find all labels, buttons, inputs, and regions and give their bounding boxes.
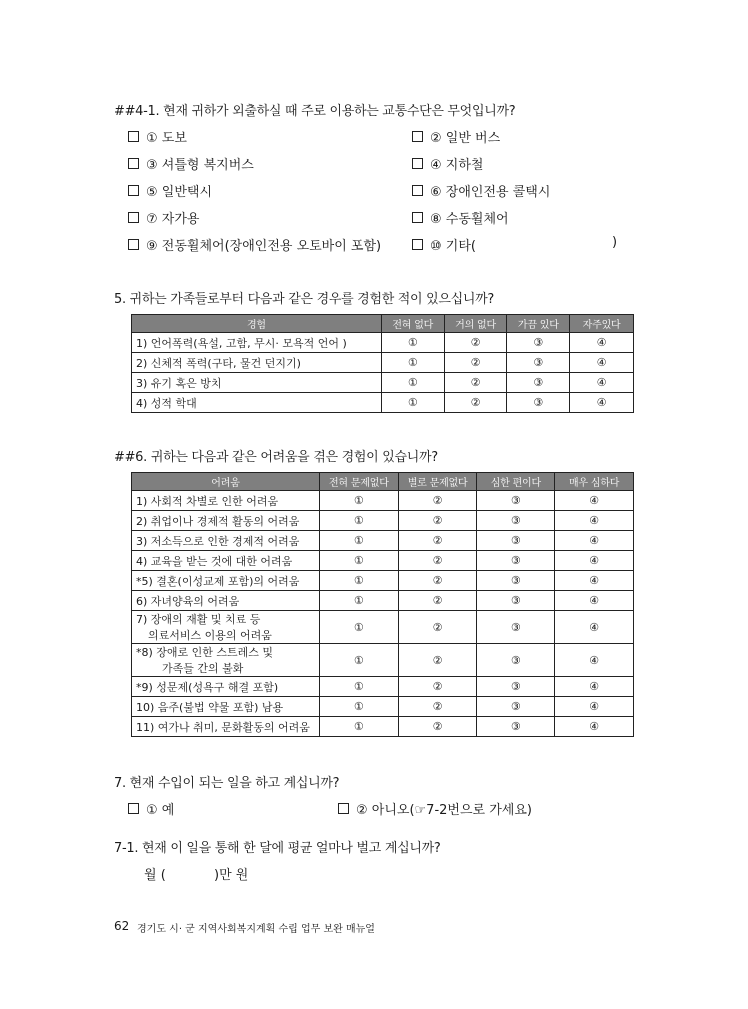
- scale-option[interactable]: ①: [319, 551, 398, 571]
- row-label: 4) 성적 학대: [132, 393, 382, 413]
- table-row: [132, 353, 634, 373]
- scale-option[interactable]: ③: [477, 611, 555, 644]
- option-yes[interactable]: ① 예: [128, 799, 174, 818]
- scale-option[interactable]: ③: [477, 717, 555, 737]
- checkbox[interactable]: [128, 239, 139, 250]
- scale-option[interactable]: ③: [477, 511, 555, 531]
- scale-option[interactable]: ②: [444, 333, 507, 353]
- option-walk[interactable]: ① 도보: [128, 127, 187, 146]
- table-row: [132, 571, 634, 591]
- option-bus[interactable]: ② 일반 버스: [412, 127, 500, 146]
- option-calltaxi[interactable]: ⑥ 장애인전용 콜택시: [412, 181, 550, 200]
- income-input[interactable]: [168, 864, 214, 880]
- row-label: *9) 성문제(성욕구 해결 포함): [132, 677, 320, 697]
- scale-option[interactable]: ②: [398, 591, 477, 611]
- question-5-title: 5. 귀하는 가족들로부터 다음과 같은 경우를 경험한 적이 있으십니까?: [114, 292, 495, 307]
- scale-option[interactable]: ③: [477, 531, 555, 551]
- scale-option[interactable]: ③: [507, 353, 570, 373]
- question-6-table: [131, 472, 634, 737]
- scale-option[interactable]: ②: [398, 717, 477, 737]
- checkbox[interactable]: [338, 803, 349, 814]
- table-row: [132, 531, 634, 551]
- scale-option[interactable]: ④: [570, 373, 634, 393]
- row-label: 3) 저소득으로 인한 경제적 어려움: [132, 531, 320, 551]
- scale-option[interactable]: ②: [398, 511, 477, 531]
- column-header: 전혀 없다: [381, 315, 444, 333]
- question-7-1-title: 7-1. 현재 이 일을 통해 한 달에 평균 얼마나 벌고 계십니까?: [114, 841, 441, 856]
- scale-option[interactable]: ②: [444, 393, 507, 413]
- table-row: [132, 591, 634, 611]
- scale-option[interactable]: ①: [319, 531, 398, 551]
- scale-option[interactable]: ①: [319, 591, 398, 611]
- scale-option[interactable]: ④: [555, 644, 634, 677]
- option-other[interactable]: ⑩ 기타(: [412, 235, 476, 254]
- row-label: 1) 언어폭력(욕설, 고함, 무시· 모욕적 언어 ): [132, 333, 382, 353]
- scale-option[interactable]: ②: [398, 551, 477, 571]
- option-taxi[interactable]: ⑤ 일반택시: [128, 181, 212, 200]
- table-row: [132, 677, 634, 697]
- scale-option[interactable]: ④: [555, 551, 634, 571]
- table-row: [132, 717, 634, 737]
- scale-option[interactable]: ④: [570, 393, 634, 413]
- question-5-table: [131, 314, 634, 413]
- option-manual-wheelchair[interactable]: ⑧ 수동휠체어: [412, 208, 509, 227]
- question-7-title: 7. 현재 수입이 되는 일을 하고 계십니까?: [114, 776, 340, 791]
- scale-option[interactable]: ④: [555, 591, 634, 611]
- table-row: [132, 551, 634, 571]
- scale-option[interactable]: ③: [477, 551, 555, 571]
- scale-option[interactable]: ②: [444, 353, 507, 373]
- column-header: 심한 편이다: [477, 473, 555, 491]
- row-label: 2) 신체적 폭력(구타, 물건 던지기): [132, 353, 382, 373]
- row-label: 6) 자녀양육의 어려움: [132, 591, 320, 611]
- scale-option[interactable]: ②: [398, 491, 477, 511]
- row-label: 3) 유기 혹은 방치: [132, 373, 382, 393]
- column-header: 전혀 문제없다: [319, 473, 398, 491]
- column-header: 어려움: [132, 473, 320, 491]
- scale-option[interactable]: ①: [319, 697, 398, 717]
- income-answer-suffix: )만 원: [214, 868, 249, 883]
- scale-option[interactable]: ④: [555, 491, 634, 511]
- scale-option[interactable]: ②: [398, 677, 477, 697]
- scale-option[interactable]: ①: [319, 644, 398, 677]
- column-header: 별로 문제없다: [398, 473, 477, 491]
- row-label: 7) 장애의 재활 및 치료 등 의료서비스 이용의 어려움: [132, 611, 320, 644]
- scale-option[interactable]: ③: [477, 571, 555, 591]
- table-header-row: [132, 473, 634, 491]
- scale-option[interactable]: ④: [570, 353, 634, 373]
- option-shuttle[interactable]: ③ 셔틀형 복지버스: [128, 154, 254, 173]
- page-number: 62: [114, 919, 130, 933]
- checkbox[interactable]: [128, 803, 139, 814]
- column-header: 매우 심하다: [555, 473, 634, 491]
- option-car[interactable]: ⑦ 자가용: [128, 208, 199, 227]
- table-row: [132, 333, 634, 353]
- scale-option[interactable]: ④: [570, 333, 634, 353]
- scale-option[interactable]: ①: [381, 353, 444, 373]
- scale-option[interactable]: ④: [555, 571, 634, 591]
- scale-option[interactable]: ③: [477, 697, 555, 717]
- row-label: 2) 취업이나 경제적 활동의 어려움: [132, 511, 320, 531]
- checkbox[interactable]: [412, 158, 423, 169]
- checkbox[interactable]: [412, 185, 423, 196]
- column-header: 자주있다: [570, 315, 634, 333]
- column-header: 거의 없다: [444, 315, 507, 333]
- scale-option[interactable]: ④: [555, 717, 634, 737]
- scale-option[interactable]: ①: [319, 491, 398, 511]
- option-electric-wheelchair[interactable]: ⑨ 전동휠체어(장애인전용 오토바이 포함): [128, 235, 381, 254]
- row-label: *8) 장애로 인한 스트레스 및 가족들 간의 불화: [132, 644, 320, 677]
- table-row: [132, 393, 634, 413]
- row-label: *5) 결혼(이성교제 포함)의 어려움: [132, 571, 320, 591]
- table-row: [132, 697, 634, 717]
- table-row: [132, 511, 634, 531]
- column-header: 경험: [132, 315, 382, 333]
- scale-option[interactable]: ③: [507, 333, 570, 353]
- row-label: 1) 사회적 차별로 인한 어려움: [132, 491, 320, 511]
- question-4-1-title: ##4-1. 현재 귀하가 외출하실 때 주로 이용하는 교통수단은 무엇입니까?: [114, 104, 516, 119]
- scale-option[interactable]: ②: [398, 571, 477, 591]
- option-subway[interactable]: ④ 지하철: [412, 154, 483, 173]
- table-row: [132, 611, 634, 644]
- checkbox[interactable]: [412, 239, 423, 250]
- scale-option[interactable]: ①: [319, 677, 398, 697]
- checkbox[interactable]: [128, 131, 139, 142]
- option-other-close: ): [612, 235, 618, 250]
- scale-option[interactable]: ④: [555, 531, 634, 551]
- table-row: [132, 373, 634, 393]
- table-header-row: [132, 315, 634, 333]
- scale-option[interactable]: ①: [381, 333, 444, 353]
- checkbox[interactable]: [128, 185, 139, 196]
- scale-option[interactable]: ③: [477, 491, 555, 511]
- scale-option[interactable]: ③: [477, 677, 555, 697]
- table-row: [132, 644, 634, 677]
- income-answer-prefix: 월 (: [144, 868, 166, 883]
- checkbox[interactable]: [128, 158, 139, 169]
- scale-option[interactable]: ②: [398, 611, 477, 644]
- scale-option[interactable]: ①: [319, 511, 398, 531]
- scale-option[interactable]: ①: [319, 717, 398, 737]
- scale-option[interactable]: ①: [319, 611, 398, 644]
- table-row: [132, 491, 634, 511]
- scale-option[interactable]: ①: [381, 393, 444, 413]
- scale-option[interactable]: ①: [319, 571, 398, 591]
- row-label: 4) 교육을 받는 것에 대한 어려움: [132, 551, 320, 571]
- checkbox[interactable]: [128, 212, 139, 223]
- scale-option[interactable]: ④: [555, 677, 634, 697]
- checkbox[interactable]: [412, 131, 423, 142]
- row-label: 11) 여가나 취미, 문화활동의 어려움: [132, 717, 320, 737]
- scale-option[interactable]: ②: [398, 531, 477, 551]
- scale-option[interactable]: ①: [381, 373, 444, 393]
- scale-option[interactable]: ④: [555, 697, 634, 717]
- scale-option[interactable]: ④: [555, 511, 634, 531]
- scale-option[interactable]: ②: [398, 697, 477, 717]
- scale-option[interactable]: ④: [555, 611, 634, 644]
- option-no[interactable]: ② 아니오(☞7-2번으로 가세요): [338, 799, 532, 818]
- checkbox[interactable]: [412, 212, 423, 223]
- row-label: 10) 음주(불법 약물 포함) 남용: [132, 697, 320, 717]
- scale-option[interactable]: ③: [507, 373, 570, 393]
- scale-option[interactable]: ③: [477, 644, 555, 677]
- scale-option[interactable]: ②: [444, 373, 507, 393]
- scale-option[interactable]: ②: [398, 644, 477, 677]
- column-header: 가끔 있다: [507, 315, 570, 333]
- footer-title: 경기도 시· 군 지역사회복지계획 수립 업무 보완 매뉴얼: [137, 924, 375, 935]
- scale-option[interactable]: ③: [477, 591, 555, 611]
- scale-option[interactable]: ③: [507, 393, 570, 413]
- question-6-title: ##6. 귀하는 다음과 같은 어려움을 겪은 경험이 있습니까?: [114, 450, 438, 465]
